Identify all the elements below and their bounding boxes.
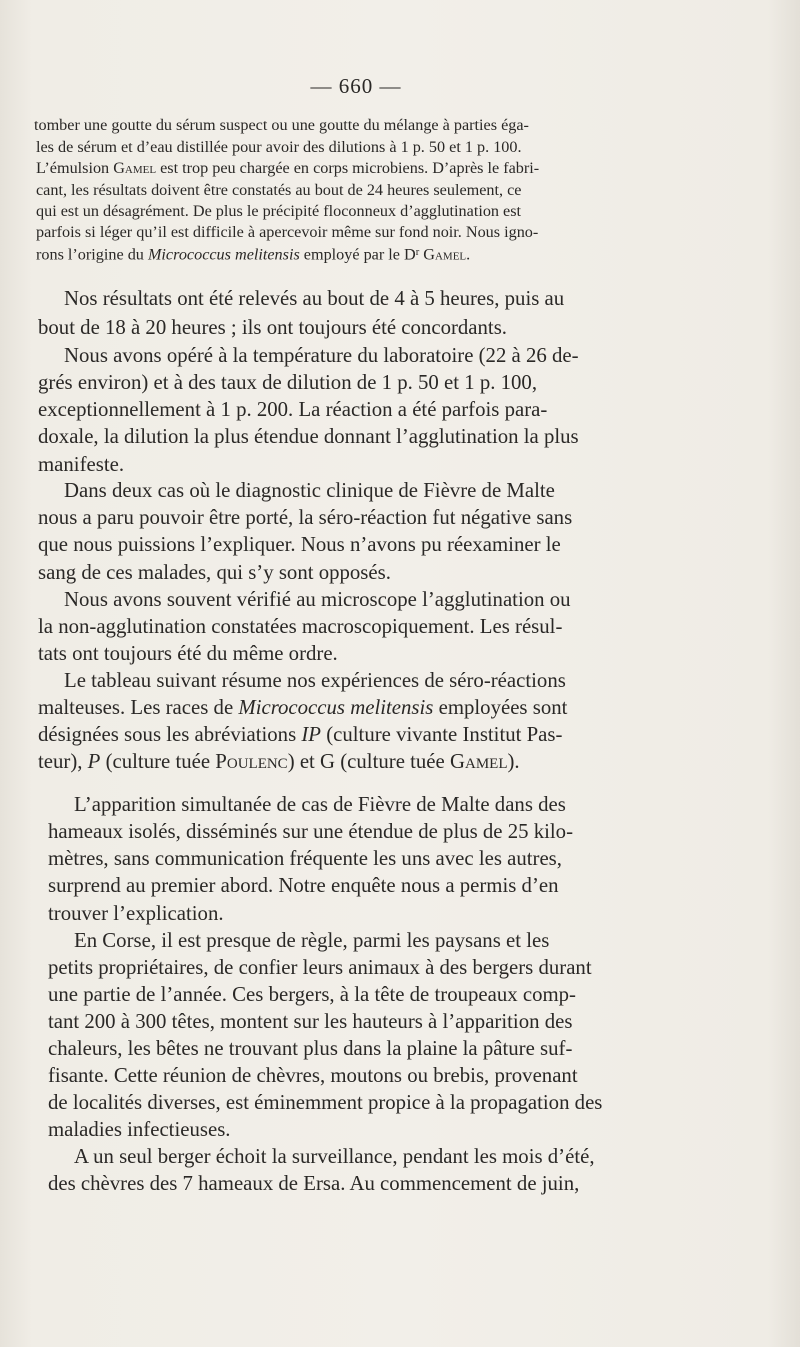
body-line: nous a paru pouvoir être porté, la séro-réaction fut négative sans	[38, 506, 573, 529]
body-line: de localités diverses, est éminemment propice à la propagation des	[48, 1091, 603, 1114]
note-line: parfois si léger qu’il est difficile à apercevoir même sur fond noir. Nous igno-	[36, 223, 539, 241]
body-line: manifeste.	[38, 453, 125, 476]
species-name: Micrococcus melitensis	[147, 245, 300, 264]
body-line: teur), P (culture tuée Poulenc) et G (culture tuée Gamel).	[38, 750, 520, 773]
body-line: grés environ) et à des taux de dilution de 1 p. 50 et 1 p. 100,	[38, 371, 538, 394]
body-line: trouver l’explication.	[48, 902, 224, 925]
body-line: que nous puissions l’expliquer. Nous n’avons pu réexaminer le	[38, 533, 561, 556]
note-line: cant, les résultats doivent être constatés au bout de 24 heures seulement, ce	[36, 181, 522, 199]
abbreviation: IP	[301, 723, 322, 746]
note-line: rons l’origine du Micrococcus melitensis employé par le $D^r$ Gamel.	[36, 245, 471, 264]
abbreviation: P	[87, 750, 101, 773]
body-line: doxale, la dilution la plus étendue donnant l’agglutination la plus	[38, 425, 579, 448]
body-line: maladies infectieuses.	[48, 1118, 231, 1141]
body-line: petits propriétaires, de confier leurs animaux à des bergers durant	[48, 956, 592, 979]
body-line: surprend au premier abord. Notre enquête nous a permis d’en	[48, 874, 559, 897]
species-name: Micrococcus melitensis	[238, 696, 434, 719]
body-line: chaleurs, les bêtes ne trouvant plus dans la plaine la pâture suf-	[48, 1037, 573, 1060]
note-line: les de sérum et d’eau distillée pour avoir des dilutions à 1 p. 50 et 1 p. 100.	[36, 138, 522, 156]
company-name: Poulenc	[215, 750, 288, 773]
body-line: désignées sous les abréviations IP (culture vivante Institut Pas-	[38, 723, 563, 746]
body-line: Dans deux cas où le diagnostic clinique de Fièvre de Malte	[64, 479, 555, 502]
body-line: bout de 18 à 20 heures ; ils ont toujours été concordants.	[38, 316, 507, 339]
body-line: A un seul berger échoit la surveillance, pendant les mois d’été,	[74, 1145, 595, 1168]
page-number: — 660 —	[310, 74, 402, 98]
body-line: Nous avons souvent vérifié au microscope l’agglutination ou	[64, 588, 571, 611]
body-line: hameaux isolés, disséminés sur une étendue de plus de 25 kilo-	[48, 820, 574, 843]
body-line: sang de ces malades, qui s’y sont opposés.	[38, 561, 391, 584]
author-name: Gamel	[423, 245, 467, 264]
body-line: mètres, sans communication fréquente les uns avec les autres,	[48, 847, 562, 870]
body-line: une partie de l’année. Ces bergers, à la tête de troupeaux comp-	[48, 983, 576, 1006]
author-name: Gamel	[113, 159, 157, 177]
body-line: L’apparition simultanée de cas de Fièvre de Malte dans des	[74, 793, 566, 816]
note-line: qui est un désagrément. De plus le précipité floconneux d’agglutination est	[36, 202, 522, 220]
body-line: Nous avons opéré à la température du laboratoire (22 à 26 de-	[64, 344, 579, 367]
body-line: des chèvres des 7 hameaux de Ersa. Au commencement de juin,	[48, 1172, 580, 1195]
body-line: la non-agglutination constatées macroscopiquement. Les résul-	[38, 615, 563, 638]
note-line: L’émulsion Gamel est trop peu chargée en corps microbiens. D’après le fabri-	[36, 159, 540, 177]
body-line: Nos résultats ont été relevés au bout de 4 à 5 heures, puis au	[64, 287, 565, 310]
body-line: En Corse, il est presque de règle, parmi les paysans et les	[74, 929, 550, 952]
body-line: tats ont toujours été du même ordre.	[38, 642, 338, 665]
body-line: Le tableau suivant résume nos expériences de séro-réactions	[64, 669, 566, 692]
note-line: tomber une goutte du sérum suspect ou une goutte du mélange à parties éga-	[34, 116, 529, 134]
author-name: Gamel	[449, 750, 508, 773]
body-line: malteuses. Les races de Micrococcus melitensis employées sont	[38, 696, 568, 719]
body-line: exceptionnellement à 1 p. 200. La réaction a été parfois para-	[38, 398, 548, 421]
body-line: tant 200 à 300 têtes, montent sur les hauteurs à l’apparition des	[48, 1010, 573, 1033]
body-line: fisante. Cette réunion de chèvres, moutons ou brebis, provenant	[48, 1064, 578, 1087]
